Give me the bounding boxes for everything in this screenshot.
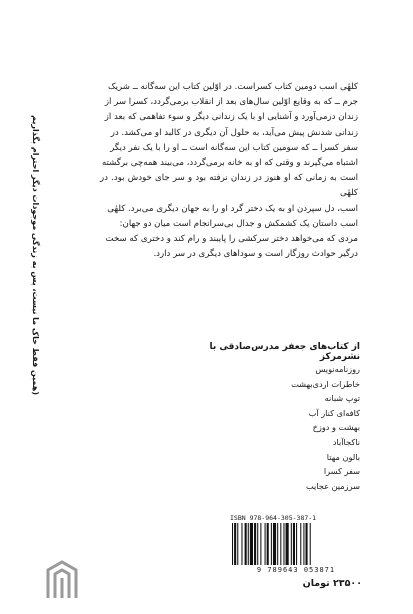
list-item: ناکجاآباد: [332, 436, 360, 447]
blurb-line: اشتباه می‌گیرند و وقتی که او به خانه برمی‌گردد، می‌بیند همه‌چی برگشته: [101, 158, 358, 169]
book-blurb: [100, 80, 358, 262]
blurb-line: درگیر حوادث روزگار است و سوداهای دیگری در سر دارد.: [153, 249, 358, 260]
blurb-line: جرم ــ که به وقایع اوّلین سال‌های بعد از انقلاب برمی‌گردد، کسرا سر از: [104, 97, 358, 108]
price-label: ۲۳۵۰۰ تومان: [302, 578, 362, 589]
list-item: بالون مهتا: [326, 451, 360, 462]
list-item: خاطرات اردی‌بهشت: [291, 378, 360, 389]
blurb-line: سفر کسرا ــ که سومین کتاب این سه‌گانه است ــ او را با یک نفر دیگر: [110, 142, 358, 153]
blurb-line: مردی که می‌خواهد دختر سرکشی را پایبند و رام کند و دختری که سخت: [105, 234, 358, 245]
vertical-note: [30, 115, 44, 395]
list-item: سرزمین عجایب: [305, 480, 360, 491]
list-item: توپ شبانه: [324, 393, 360, 404]
list-item: بهشت و دوزخ: [312, 422, 360, 433]
blurb-line: زندانی شدنش پیش می‌آید، به حلول آن دیگری در کالبد او می‌کشد. در: [110, 127, 358, 138]
barcode-number: 9 789643 053871: [256, 566, 336, 574]
other-books-title: از کتاب‌های جعفر مدرس‌صادقی با نشرمرکز: [209, 342, 360, 362]
blurb-line: زندان درمی‌آورد و آشنایی او با یک زندانی دیگر و سوء تفاهمی که بعد از: [104, 112, 358, 123]
blurb-line: اسب، دل سپردن او به یک دختر گرد او را به جهان دیگری می‌برد. کلهٔی: [107, 203, 358, 214]
list-item: کافه‌ای کنار آب: [308, 407, 360, 418]
blurb-line: کلهٔی اسب دومین کتاب کسراست. در اوّلین کتاب این سه‌گانه ــ شریک: [107, 82, 358, 92]
barcode-icon: [230, 523, 362, 565]
list-item: روزنامه‌نویس: [315, 364, 360, 374]
blurb-line: اسب داستان یک کشمکش و جدال بی‌سرانجام است میان دو جهان:: [119, 218, 358, 229]
list-item: سفر کسرا: [323, 466, 360, 477]
isbn-label: ISBN 978-964-305-387-1: [230, 514, 317, 522]
vertical-note-text: (همین فقط خاک ما نیست، پس به زندگی موجودات دیگر احترام بگذاریم: [31, 115, 40, 395]
other-books-list: [178, 362, 360, 493]
publisher-logo-icon: [44, 560, 80, 600]
blurb-line: است به زمانی که او هنوز در زندان نرفته بود و سر جای خودش بود. در کلهٔی: [100, 173, 358, 199]
